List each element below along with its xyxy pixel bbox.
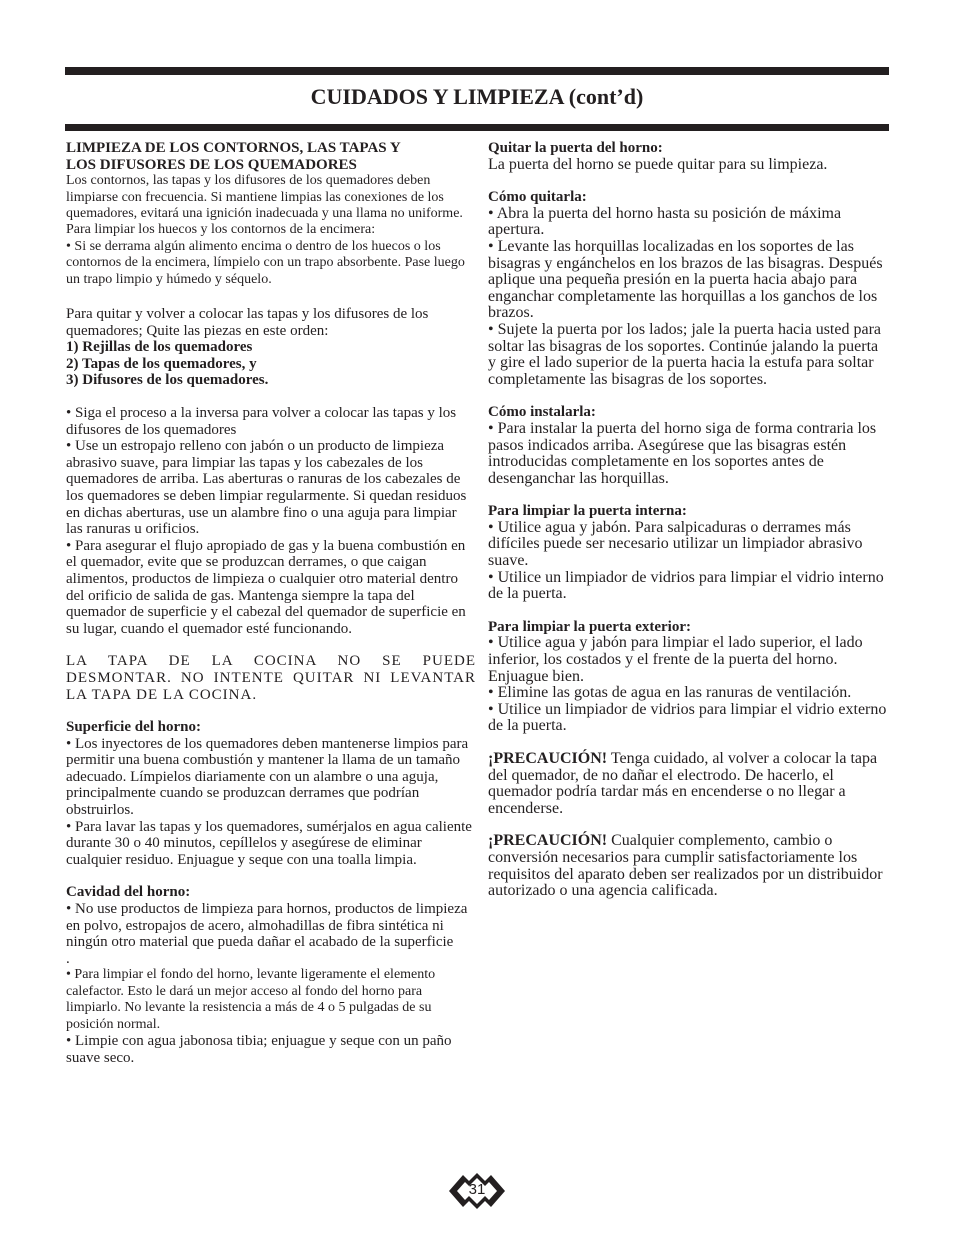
interna-bullet-2: • Utilice un limpiador de vidrios para limpiar el vidrio interno de la puerta. [488,568,884,603]
right-column [488,140,888,900]
caution-2 [488,833,888,899]
order-intro: Para quitar y volver a colocar las tapas y los difusores de los quemadores; Quite las piezas en este orden: [66,306,429,339]
quitarla-bullet-2: • Levante las horquillas localizadas en los soportes de las bisagras y engánchelos en los brazos de las bisagras. Después aplique una pequeña presión en la puerta hacia abajo para enganchar completamente las horquillas a los ganchos de los brazos. [488,237,883,322]
exterior-bullet-3: • Utilice un limpiador de vidrios para limpiar el vidrio externo de la puerta. [488,700,887,735]
como-quitarla-heading: Cómo quitarla: [488,189,587,206]
title-bottom-rule [65,124,889,131]
cavidad-bullet-1: • No use productos de limpieza para hornos, productos de limpieza en polvo, estropajos de acero, almohadillas de fibra sintética ni ningún otro material que pueda dañar el acabado de la superficie [66,901,468,951]
como-instalarla-heading: Cómo instalarla: [488,404,596,421]
page-title: CUIDADOS Y LIMPIEZA (cont’d) [310,84,644,109]
interna-heading: Para limpiar la puerta interna: [488,503,687,520]
caution-label-1: ¡PRECAUCIÓN! [488,750,608,767]
caution-label-2: ¡PRECAUCIÓN! [488,832,608,850]
cavidad-bullet-3: • Limpie con agua jabonosa tibia; enjuague y seque con un paño suave seco. [66,1033,452,1066]
warning-line-1: LA TAPA DE LA COCINA NO SE PUEDE [66,653,476,670]
cavidad-heading: Cavidad del horno: [66,884,191,901]
exterior-bullet-2: • Elimine las gotas de agua en las ranuras de ventilación. [488,684,852,702]
superficie-bullet-1: • Los inyectores de los quemadores deben mantenerse limpios para permitir una buena combustión y mantener la llama de un tamaño adecuado. Límpielos diariamente con un alambre o una aguja, principalmente cuando se produzcan derrames que podrían obstruirlos. [66,735,469,819]
bullet-flujo: • Para asegurar el flujo apropiado de gas y la buena combustión en el quemador, evite que se produzcan derrames, o que caigan alimentos, productos de limpieza o cualquier otro material dentro del orificio de salida de gas. Mantenga siempre la tapa del quemador de superficie y el cabezal del quemador de superficie en su lugar, cuando el quemador esté funcionando. [66,537,466,637]
contornos-heading-line-1: LIMPIEZA DE LOS CONTORNOS, LAS TAPAS Y [66,140,401,156]
contornos-heading [66,140,476,173]
left-column [66,140,476,1066]
bullet-estropajo: • Use un estropajo relleno con jabón o un producto de limpieza abrasivo suave, para limpiar las tapas y los cabezales de los quemadores de arriba. Las aberturas o ranuras de los cabezales de los quemadores se deben limpiar regularmente. Si quedan residuos en dichas aberturas, use un alambre fino o una aguja para limpiar las ranuras u orificios. [66,438,467,538]
interna-bullet-1: • Utilice agua y jabón. Para salpicaduras o derrames más difíciles puede ser necesario utilizar un limpiador abrasivo suave. [488,518,863,570]
caution-text-1: Tenga cuidado, al volver a colocar la tapa del quemador, de no dañar el electrodo. De hacerlo, el quemador podría tardar más en encenderse o no llegar a encenderse. [488,750,878,817]
page-number: 31 [468,1181,486,1198]
top-rule [65,67,889,75]
contornos-bullet: • Si se derrama algún alimento encima o dentro de los huecos o los contornos de la encimera, límpielo con un trapo absorbente. Pase luego un trapo limpio y húmedo y séquelo. [66,238,465,287]
contornos-heading-line-2: LOS DIFUSORES DE LOS QUEMADORES [66,156,357,173]
order-item-2: 2) Tapas de los quemadores, y [66,355,257,372]
warning-line-3: LA TAPA DE LA COCINA. [66,686,258,703]
exterior-heading: Para limpiar la puerta exterior: [488,618,691,635]
superficie-bullet-2: • Para lavar las tapas y los quemadores, sumérjalos en agua caliente durante 30 o 40 minutos, cepíllelos y asegúrese de eliminar cualquier residuo. Enjuague y seque con una toalla limpia. [66,818,472,868]
quitarla-bullet-3: • Sujete la puerta por los lados; jale la puerta hacia usted para soltar las bisagras de los soportes. Continúe jalando la puerta y gire el lado superior de la puerta hacia la estufa para soltar completamente las bisagras de los soportes. [488,320,882,388]
caution-text-2: Cualquier complemento, cambio o conversión necesarios para cumplir satisfactoriamente los requisitos del aparato deben ser realizados por un distribuidor autorizado o una agencia calificada. [488,832,883,900]
superficie-heading: Superficie del horno: [66,719,201,736]
instalarla-bullet: • Para instalar la puerta del horno siga de forma contraria los pasos indicados arriba. Asegúrese que las bisagras estén introducidas completamente en los soportes antes de desenganchar las horquillas. [488,419,877,487]
cavidad-bullet-2: • Para limpiar el fondo del horno, levante ligeramente el elemento calefactor. Esto le dará un mejor acceso al fondo del horno para limpiarlo. No levante la resistencia a más de 4 o 5 pulgadas de su posición normal. [66,967,436,1032]
quitar-heading: Quitar la puerta del horno: [488,140,663,156]
bullet-inverse: • Siga el proceso a la inversa para volver a colocar las tapas y los difusores de los quemadores [66,405,457,438]
quitarla-bullet-1: • Abra la puerta del horno hasta su posición de máxima apertura. [488,204,842,239]
caution-1 [488,751,888,817]
order-item-3: 3) Difusores de los quemadores. [66,372,269,389]
warning-line-2: DESMONTAR. NO INTENTE QUITAR NI LEVANTAR [66,669,476,686]
page-number-badge [447,1170,507,1212]
cavidad-dot: . [66,950,70,967]
exterior-bullet-1: • Utilice agua y jabón para limpiar el lado superior, el lado inferior, los costados y el frente de la puerta del horno. Enjuague bien. [488,634,863,685]
order-item-1: 1) Rejillas de los quemadores [66,339,253,356]
quitar-body: La puerta del horno se puede quitar para su limpieza. [488,155,828,173]
contornos-body: Los contornos, las tapas y los difusores de los quemadores deben limpiarse con frecuencia. Si mantiene limpias las conexiones de los quemadores, evitará una ignición inadecuada y una llama no uniforme. Para limpiar los huecos y los contornos de la encimera: [66,173,463,238]
